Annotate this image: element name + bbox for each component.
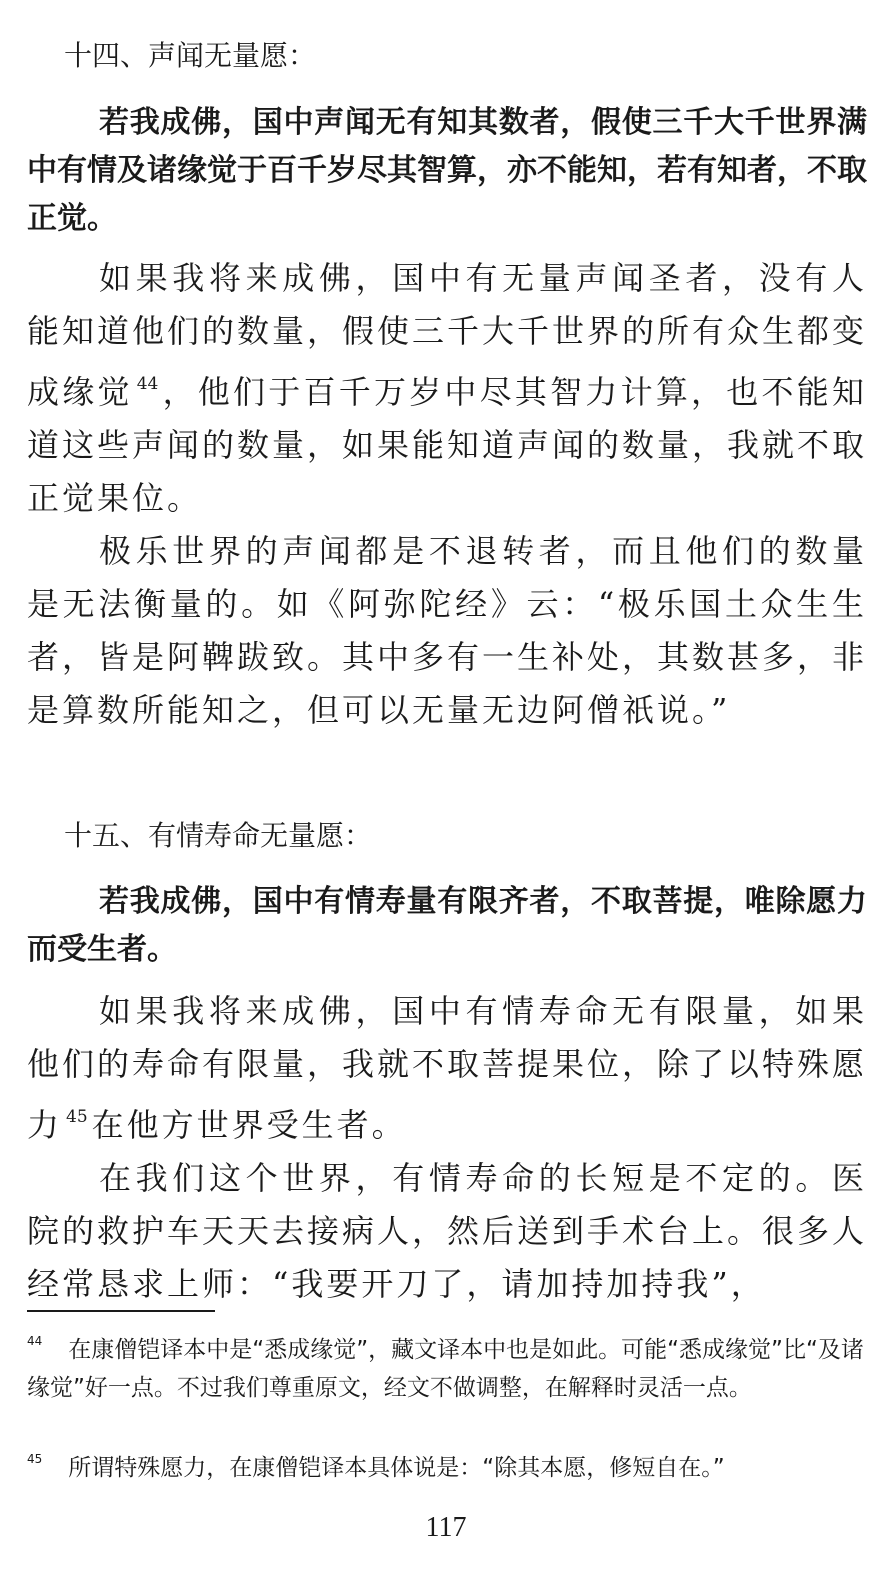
vow-text-15: 若我成佛，国中有情寿量有限齐者，不取菩提，唯除愿力而受生者。 <box>27 884 867 967</box>
footnote-ref-44: 44 <box>136 374 159 394</box>
commentary-15: 在我们这个世界，有情寿命的长短是不定的。医院的救护车天天去接病人，然后送到手术台上。很多人经常恳求上师：“我要开刀了，请加持加持我”， <box>27 1159 868 1303</box>
explanation-15-part1: 如果我将来成佛，国中有情寿命无有限量，如果他们的寿命有限量，我就不取菩提果位，除了以特殊愿力 <box>27 992 868 1144</box>
commentary-14: 极乐世界的声闻都是不退转者，而且他们的数量是无法衡量的。如《阿弥陀经》云：“极乐国土众生生者，皆是阿鞞跋致。其中多有一生补处，其数甚多，非是算数所能知之，但可以无量无边阿僧祇说。” <box>27 532 868 729</box>
footnote-divider <box>27 1310 215 1312</box>
section-heading-14: 十四、声闻无量愿： <box>64 39 317 72</box>
vow-text-14: 若我成佛，国中声闻无有知其数者，假使三千大千世界满中有情及诸缘觉于百千岁尽其智算，亦不能知，若有知者，不取正觉。 <box>27 105 867 236</box>
explanation-15-part2: 在他方世界受生者。 <box>91 1106 407 1144</box>
explanation-14-part2: ，他们于百千万岁中尽其智力计算，也不能知道这些声闻的数量，如果能知道声闻的数量，我就不取正觉果位。 <box>27 373 868 517</box>
footnote-text: 在康僧铠译本中是“悉成缘觉”，藏文译本中也是如此。可能“悉成缘觉”比“及诸缘觉”好一点。不过我们尊重原文，经文不做调整，在解释时灵活一点。 <box>27 1337 864 1401</box>
footnote-ref-45: 45 <box>66 1107 88 1127</box>
section-heading-15: 十五、有情寿命无量愿： <box>64 819 373 852</box>
footnote-number: 45 <box>27 1452 43 1466</box>
page-number: 117 <box>425 1512 467 1543</box>
footnote-number: 44 <box>27 1334 43 1348</box>
explanation-14-part1: 如果我将来成佛，国中有无量声闻圣者，没有人能知道他们的数量，假使三千大千世界的所有众生都变成缘觉 <box>27 259 868 411</box>
explanation-15 <box>27 985 867 1152</box>
explanation-14 <box>27 252 867 525</box>
footnote-text: 所谓特殊愿力，在康僧铠译本具体说是：“除其本愿，修短自在。” <box>68 1455 725 1481</box>
footnote-44 <box>27 1322 867 1407</box>
footnote-45 <box>27 1440 867 1487</box>
